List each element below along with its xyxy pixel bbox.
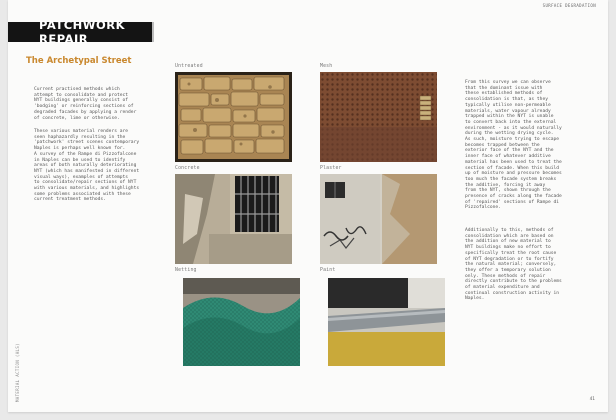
photo-caption-mesh: Mesh (320, 64, 333, 69)
photo-mesh-wall (320, 72, 437, 162)
photo-caption-plaster: Plaster (320, 166, 342, 171)
photo-painted-wall (328, 278, 445, 366)
photo-caption-paint: Paint (320, 268, 336, 273)
photo-green-netting (183, 278, 300, 366)
left-paragraph-2: These various material renders are seen haphazardly resulting in the 'patchwork' street scenes contemporary Naples is perhaps well known for. A survey of the Rampe di Pizzofalcone in Naples can be used to identify areas of both naturally deteriorating NYT (which has manifested in different visual ways), examples of attempts to consolidate/repair sections of NYT with various materials, and highlights some problems associated with these current treatment methods. (34, 129, 140, 203)
page-number: 41 (589, 397, 595, 402)
photo-plaster-graffiti (320, 174, 437, 264)
header-section-label: SURFACE DEGRADATION (542, 3, 596, 8)
document-page (8, 0, 608, 412)
photo-concrete-window (175, 174, 292, 264)
vertical-margin-label: MATERIAL ACTION (ALS) (15, 343, 20, 402)
photo-untreated-wall (175, 72, 292, 162)
right-paragraph-1: From this survey we can observe that the dominant issue with these established methods of consolidation is that, as they typically utilise non-permeable materials, water vapour already trapped within the NYT is unable to convert back into the external environment - as it would naturally during the wetting drying cycle. As such, moisture trying to escape becomes trapped between the exterior face of the NYT and the inner face of whatever additive material has been used to treat the section of facade. When this build up of moisture and pressure becomes too much the facade system breaks the additive, forcing it away from the NYT, shown through the presence of cracks along the facade of 'repaired' sections of Rampe di Pizzofalcone. (465, 80, 562, 211)
page-title: PATCHWORK REPAIR (39, 18, 126, 46)
photo-caption-netting: Netting (175, 268, 197, 273)
page-title-bar (8, 18, 153, 46)
right-paragraph-2: Additionally to this, methods of consolidation which are based on the addition of new material to NYT buildings make no effort to specifically treat the root cause of NYT degradation or to fortify the natural material; conversely, they offer a temporary solution only. These methods of repair directly contribute to the problems of material expenditure and continual construction activity in Naples. (465, 228, 562, 302)
photo-caption-untreated: Untreated (175, 64, 203, 69)
section-subtitle: The Archetypal Street (26, 56, 132, 66)
photo-caption-concrete: Concrete (175, 166, 200, 171)
left-paragraph-1: Current practised methods which attempt to consolidate and protect NYT buildings generally consist of 'bodging' or reinforcing sections of degraded facades by applying a render of concrete, lime or otherwise. (34, 87, 137, 121)
